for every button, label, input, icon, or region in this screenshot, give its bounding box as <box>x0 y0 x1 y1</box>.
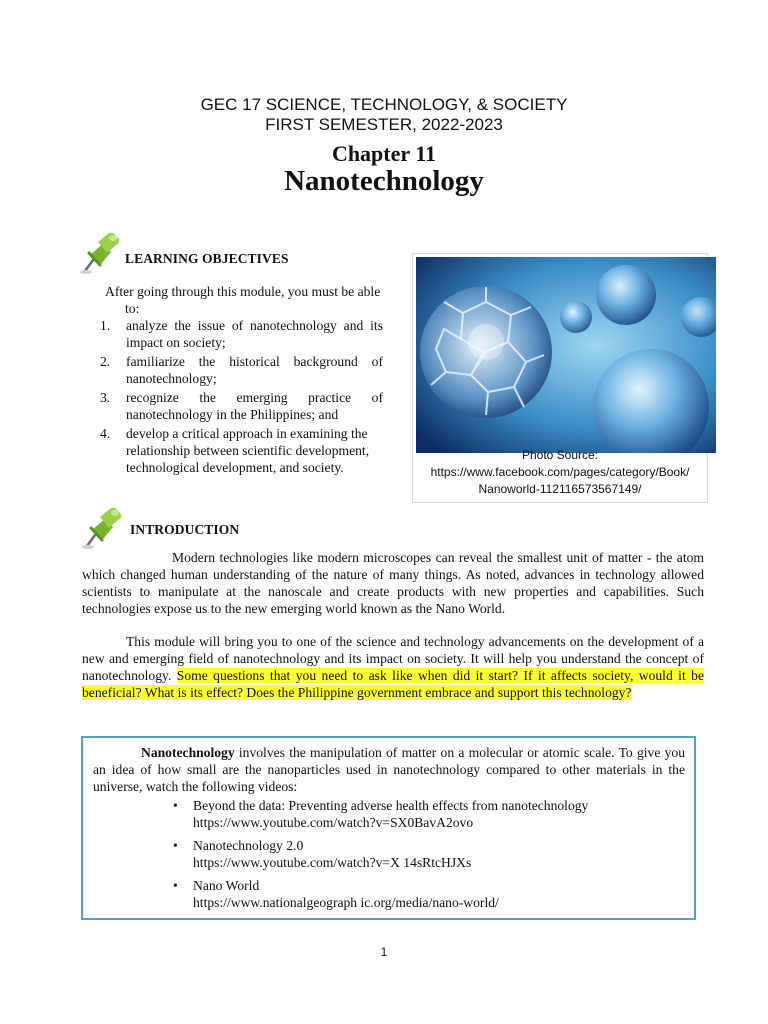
video-item: • Nano World https://www.nationalgeograph ic.org/media/nano-world/ <box>173 877 673 911</box>
nanotech-info-box <box>81 736 696 920</box>
intro-paragraph: Modern technologies like modern microscopes can reveal the smallest unit of matter - the atom which changed human understanding of the nature of many things. As noted, advances in technology allowed scientists to manipulate at the nanoscale and create products with new properties and capabilities. Such technologies expose us to the new emerging world known as the Nano World. <box>82 550 704 616</box>
intro-paragraph: This module will bring you to one of the science and technology advancements on the development of a new and emerging field of nanotechnology and its impact on society. It will help you understand the concept of nanotechnology. Some questions that you need to ask like when did it start? If it affects society, would it be beneficial? What is its effect? Does the Philippine government embrace and support this technology? <box>82 634 704 700</box>
caption-line: Photo Source: <box>521 448 599 462</box>
video-link[interactable]: https://www.youtube.com/watch?v=X 14sRtcHJXs <box>193 855 472 870</box>
photo-caption <box>413 447 707 498</box>
caption-link[interactable]: https://www.facebook.com/pages/category/Book/ <box>430 465 690 479</box>
video-item: • Beyond the data: Preventing adverse health effects from nanotechnology https://www.youtube.com/watch?v=SX0BavA2ovo <box>173 797 673 831</box>
nanoparticles-image <box>416 257 716 453</box>
objective-item: 3. recognize the emerging practice of nanotechnology in the Philippines; and <box>100 390 383 422</box>
video-link[interactable]: https://www.nationalgeograph ic.org/media/nano-world/ <box>193 895 499 910</box>
objective-item: 4. develop a critical approach in examining the relationship between scientific development, technological development, and society. <box>100 426 370 475</box>
objective-item: 1. analyze the issue of nanotechnology and its impact on society; <box>100 318 383 350</box>
pushpin-icon <box>78 503 124 551</box>
video-title: Nano World <box>193 878 260 893</box>
course-title: GEC 17 SCIENCE, TECHNOLOGY, & SOCIETY <box>200 95 568 114</box>
objectives-intro <box>105 283 385 317</box>
page-title: Nanotechnology <box>284 165 484 197</box>
objective-item: 2. familiarize the historical background of nanotechnology; <box>100 354 383 386</box>
video-item: • Nanotechnology 2.0 https://www.youtube.com/watch?v=X 14sRtcHJXs <box>173 837 673 871</box>
info-paragraph: Nanotechnology involves the manipulation of matter on a molecular or atomic scale. To give you an idea of how small are the nanoparticles used in nanotechnology compared to other materials in the universe, watch the following videos: <box>93 745 685 794</box>
video-list <box>173 797 673 917</box>
page-number: 1 <box>380 945 388 959</box>
video-title: Nanotechnology 2.0 <box>193 838 304 853</box>
learning-objectives-heading: LEARNING OBJECTIVES <box>125 251 289 266</box>
pushpin-icon <box>76 228 122 276</box>
chapter-heading: Chapter 11 <box>331 141 437 166</box>
photo-frame <box>412 253 708 503</box>
video-link[interactable]: https://www.youtube.com/watch?v=SX0BavA2ovo <box>193 815 474 830</box>
term-nanotechnology: Nanotechnology <box>141 745 235 760</box>
video-title: Beyond the data: Preventing adverse health effects from nanotechnology <box>193 798 589 813</box>
objectives-intro-line1: After going through this module, you must be able <box>105 284 381 299</box>
caption-link[interactable]: Nanoworld-112116573567149/ <box>478 482 642 496</box>
highlighted-questions: Some questions that you need to ask like when did it start? If it affects society, would it be beneficial? What is its effect? Does the Philippine government embrace and support this technology? <box>82 668 704 700</box>
semester-line: FIRST SEMESTER, 2022-2023 <box>265 115 503 134</box>
objectives-intro-line2: to: <box>125 301 140 316</box>
introduction-heading: INTRODUCTION <box>130 522 240 537</box>
objectives-list <box>100 317 383 478</box>
